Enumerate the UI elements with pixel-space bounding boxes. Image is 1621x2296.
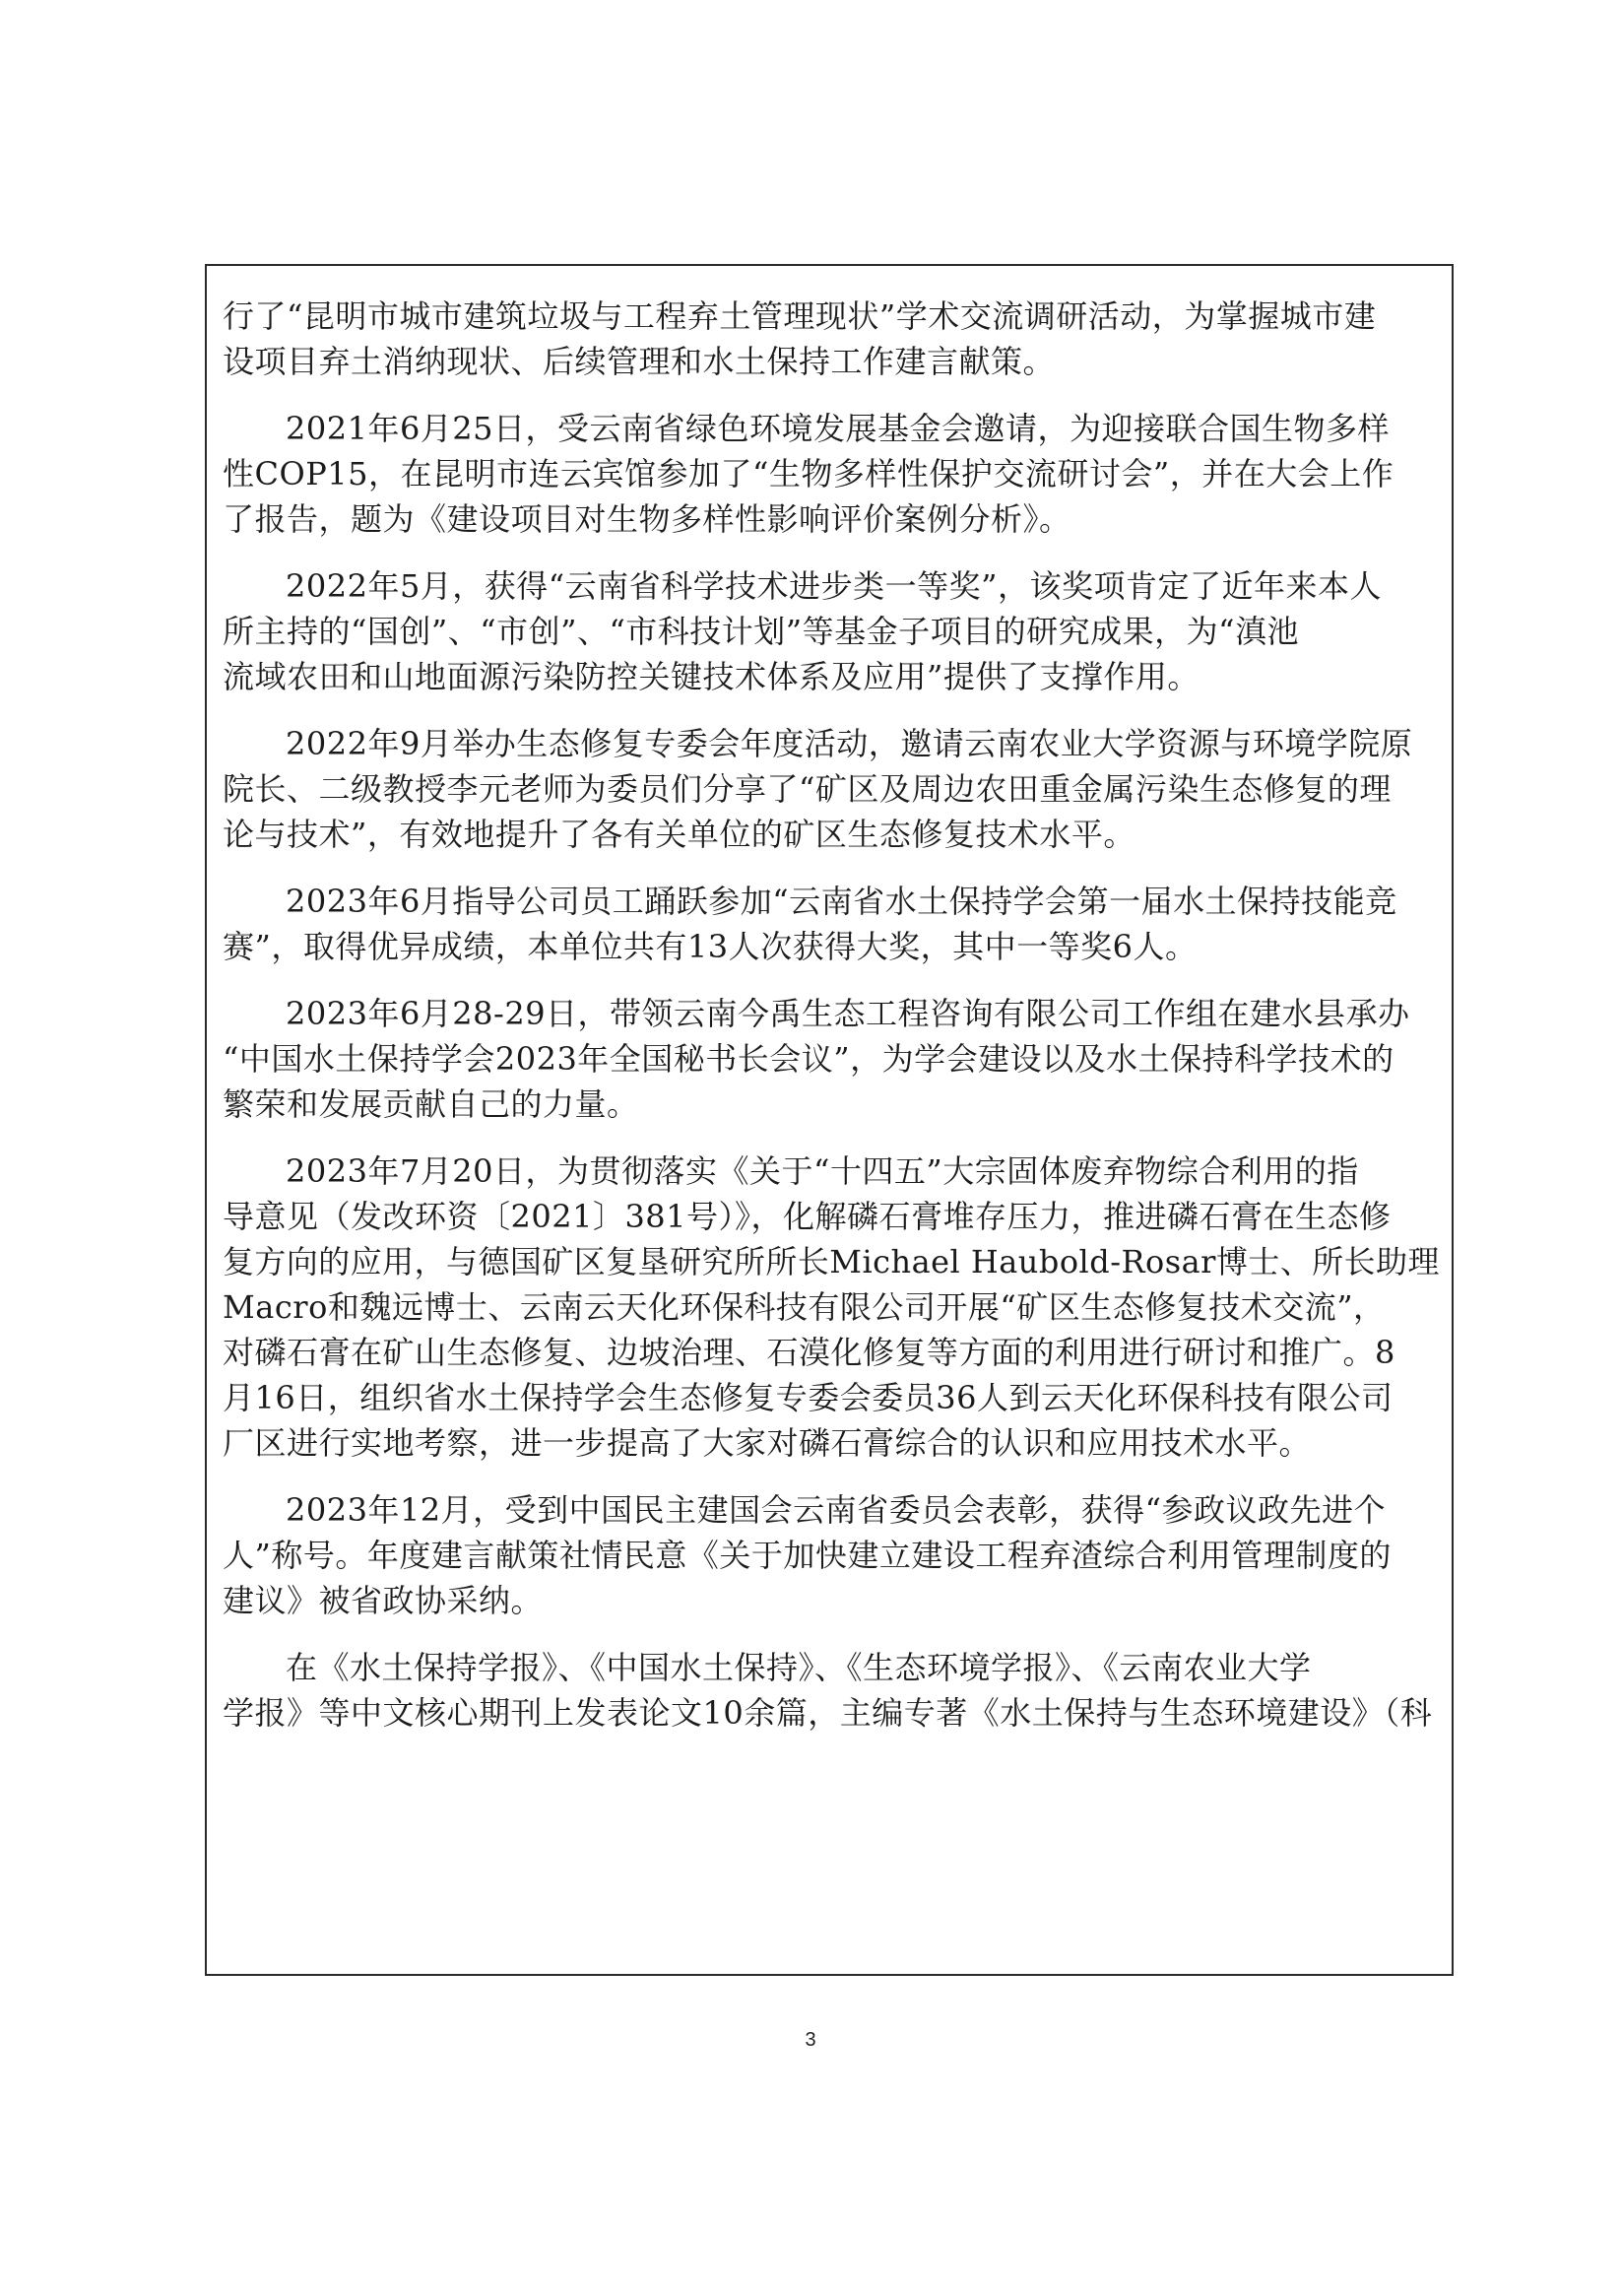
document-body <box>223 294 1440 1757</box>
text-line: 对磷石膏在矿山生态修复、边坡治理、石漠化修复等方面的利用进行研讨和推广。8 <box>223 1334 1395 1371</box>
paragraph-4 <box>223 721 1440 857</box>
text-line: 设项目弃土消纳现状、后续管理和水土保持工作建言献策。 <box>223 343 1056 380</box>
text-line: 导意见（发改环资〔2021〕381号）》，化解磷石膏堆存压力，推进磷石膏在生态修 <box>223 1198 1392 1235</box>
text-line: 2023年6月指导公司员工踊跃参加“云南省水土保持学会第一届水土保持技能竞 <box>286 883 1397 920</box>
text-line: 了报告，题为《建设项目对生物多样性影响评价案例分析》。 <box>223 500 1071 538</box>
text-line: 繁荣和发展贡献自己的力量。 <box>223 1085 639 1123</box>
text-line: 在《水土保持学报》、《中国水土保持》、《生态环境学报》、《云南农业大学 <box>286 1649 1312 1686</box>
text-line: 2023年12月，受到中国民主建国会云南省委员会表彰，获得“参政议政先进个 <box>286 1491 1387 1529</box>
text-line: “中国水土保持学会2023年全国秘书长会议”，为学会建设以及水土保持科学技术的 <box>223 1040 1394 1078</box>
text-line: 2021年6月25日，受云南省绿色环境发展基金会邀请，为迎接联合国生物多样 <box>286 410 1391 447</box>
text-line: Macro和魏远博士、云南云天化环保科技有限公司开展“矿区生态修复技术交流”， <box>223 1288 1386 1326</box>
text-line: 厂区进行实地考察，进一步提高了大家对磷石膏综合的认识和应用技术水平。 <box>223 1424 1312 1462</box>
page-number: 3 <box>805 2029 816 2051</box>
paragraph-9 <box>223 1645 1440 1736</box>
paragraph-6 <box>223 991 1440 1127</box>
text-line: 建议》被省政协采纳。 <box>223 1582 544 1619</box>
paragraph-2 <box>223 406 1440 542</box>
text-line: 2022年5月，获得“云南省科学技术进步类一等奖”，该奖项肯定了近年来本人 <box>286 567 1383 605</box>
text-line: 流域农田和山地面源污染防控关键技术体系及应用”提供了支撑作用。 <box>223 658 1200 695</box>
text-line: 人”称号。年度建言献策社情民意《关于加快建立建设工程弃渣综合利用管理制度的 <box>223 1537 1392 1574</box>
paragraph-5 <box>223 879 1440 969</box>
text-line: 月16日，组织省水土保持学会生态修复专委会委员36人到云天化环保科技有限公司 <box>223 1379 1394 1416</box>
paragraph-1 <box>223 294 1440 384</box>
text-line: 行了“昆明市城市建筑垃圾与工程弃土管理现状”学术交流调研活动，为掌握城市建 <box>223 297 1377 335</box>
text-line: 赛”，取得优异成绩，本单位共有13人次获得大奖，其中一等奖6人。 <box>223 928 1198 965</box>
text-line: 2023年7月20日，为贯彻落实《关于“十四五”大宗固体废弃物综合利用的指 <box>286 1152 1359 1190</box>
text-line: 2023年6月28-29日，带领云南今禹生态工程咨询有限公司工作组在建水县承办 <box>286 995 1410 1032</box>
paragraph-7 <box>223 1148 1440 1466</box>
text-line: 学报》等中文核心期刊上发表论文10余篇，主编专著《水土保持与生态环境建设》（科 <box>223 1694 1433 1732</box>
text-line: 复方向的应用，与德国矿区复垦研究所所长Michael Haubold-Rosar博士、所长助理 <box>223 1243 1440 1280</box>
paragraph-8 <box>223 1487 1440 1623</box>
text-line: 2022年9月举办生态修复专委会年度活动，邀请云南农业大学资源与环境学院原 <box>286 725 1413 762</box>
document-frame <box>205 264 1454 1976</box>
text-line: 所主持的“国创”、“市创”、“市科技计划”等基金子项目的研究成果，为“滇池 <box>223 613 1300 650</box>
text-line: 性COP15，在昆明市连云宾馆参加了“生物多样性保护交流研讨会”，并在大会上作 <box>223 455 1394 492</box>
paragraph-3 <box>223 563 1440 699</box>
text-line: 院长、二级教授李元老师为委员们分享了“矿区及周边农田重金属污染生态修复的理 <box>223 770 1392 808</box>
text-line: 论与技术”，有效地提升了各有关单位的矿区生态修复技术水平。 <box>223 816 1135 853</box>
